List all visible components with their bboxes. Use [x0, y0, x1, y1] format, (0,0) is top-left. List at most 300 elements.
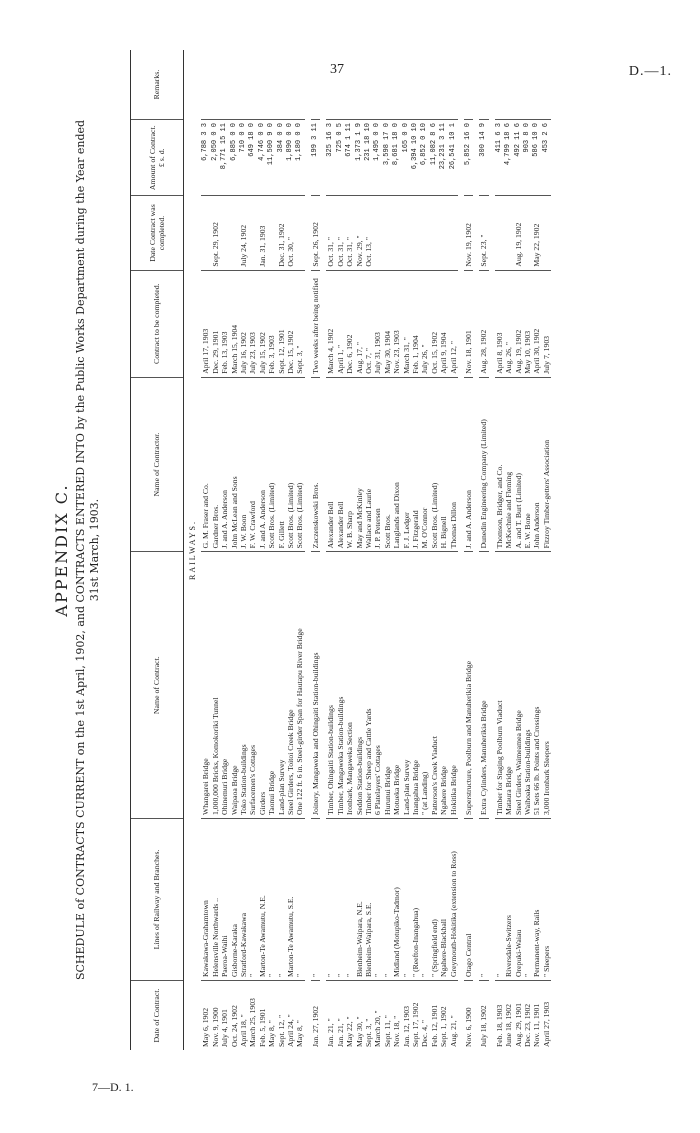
- row-date: July 4, 1901: [220, 1009, 230, 1047]
- table-row: [277, 50, 286, 1050]
- row-contract: Steel Girders, Waimeamea Bridge: [514, 552, 523, 819]
- row-line: ": [326, 818, 335, 980]
- row-contractor: A. and T. Burt (Limited): [514, 377, 523, 552]
- row-completed: [402, 196, 411, 270]
- table-row: [420, 50, 429, 1050]
- row-remarks: [267, 50, 276, 120]
- row-line: ": [336, 818, 345, 980]
- row-line: ": [420, 818, 429, 980]
- row-contractor: John McLean and Sons: [230, 377, 239, 552]
- row-due: May 10, 1903: [523, 270, 532, 377]
- row-line: Marton-Te Awamutu, S.E.: [286, 818, 295, 980]
- row-due: July 15, 1902: [258, 270, 267, 377]
- row-remarks: [373, 50, 382, 120]
- row-contractor: J. and A. Anderson: [258, 377, 267, 552]
- row-remarks: [504, 50, 513, 120]
- row-remarks: [211, 50, 220, 120]
- row-line: Paeroa-Waihi: [220, 818, 229, 980]
- title-block: [52, 50, 122, 1050]
- row-line: Stratford-Kawakawa: [239, 818, 248, 980]
- row-line: ": [311, 818, 320, 980]
- row-remarks: [420, 50, 429, 120]
- row-contractor: Gardner Bros.: [211, 377, 220, 552]
- row-amount: 11,082 8 6: [430, 120, 439, 196]
- row-contract: Timber, Mangaweka Station-buildings: [336, 552, 345, 819]
- row-amount: 1,495 0 0: [373, 120, 382, 196]
- row-date: Feb. 12, 1901: [429, 1004, 439, 1047]
- row-due: Feb. 1, 1904: [411, 270, 420, 377]
- row-date: Dec. 23, 1902: [523, 1003, 532, 1047]
- row-remarks: [495, 50, 504, 120]
- row-remarks: [248, 50, 257, 120]
- row-completed: [248, 196, 257, 270]
- row-contract: Hokitika Bridge: [449, 552, 458, 819]
- row-remarks: [295, 50, 304, 120]
- row-remarks: [336, 50, 345, 120]
- row-contract: 51 Sets 66 lb. Points and Crossings: [532, 552, 541, 819]
- row-remarks: [402, 50, 411, 120]
- row-amount: 23,231 3 11: [439, 120, 448, 196]
- row-contract: " (at Landing): [420, 552, 429, 819]
- row-remarks: [383, 50, 392, 120]
- row-contractor: Alexander Bell: [326, 377, 335, 552]
- row-contract: Girders: [258, 552, 267, 819]
- table-row: [345, 50, 354, 1050]
- row-line: ": [277, 818, 286, 980]
- row-date: May 8, ": [267, 1020, 277, 1047]
- row-date: Sept. 1, 1902: [439, 1006, 449, 1047]
- row-contract: Superstructure, Poolburn and Manuherikia Bridge: [464, 552, 473, 819]
- amount-units: £ s. d.: [157, 148, 166, 168]
- row-due: May 30, 1904: [383, 270, 392, 377]
- table-row: [230, 50, 239, 1050]
- row-line: Otago Central: [464, 818, 473, 980]
- row-date: May 6, 1902: [201, 1007, 211, 1047]
- header-amount: Amount of Contract. £ s. d.: [131, 120, 184, 196]
- header-contract: Name of Contract.: [131, 552, 184, 819]
- row-amount: 199 3 11: [311, 120, 320, 196]
- table-row: [439, 50, 448, 1050]
- row-remarks: [277, 50, 286, 120]
- row-remarks: [364, 50, 373, 120]
- row-contractor: G. M. Fraser and Co.: [201, 377, 210, 552]
- table-row: [523, 50, 532, 1050]
- row-completed: Oct. 31, ": [336, 196, 345, 270]
- row-remarks: [201, 50, 210, 120]
- table-row: [295, 50, 304, 1050]
- row-due: Two weeks after being notified: [311, 270, 320, 377]
- row-amount: 6,885 0 0: [230, 120, 239, 196]
- row-due: Aug. 17, ": [355, 270, 364, 377]
- table-row: [286, 50, 295, 1050]
- row-line: Gisborne-Karaka: [230, 818, 239, 980]
- contracts-table: [130, 50, 551, 1050]
- row-completed: [411, 196, 420, 270]
- row-date: May 8, ": [295, 1020, 305, 1047]
- row-date: Dec. 4, ": [420, 1019, 430, 1047]
- row-due: Nov. 18, 1901: [464, 270, 473, 377]
- row-contractor: J. Fitzgerald: [411, 377, 420, 552]
- row-contractor: F. J. Ledger: [402, 377, 411, 552]
- row-amount: 710 0 0: [239, 120, 248, 196]
- row-remarks: [239, 50, 248, 120]
- row-due: March 31, ": [402, 270, 411, 377]
- row-contract: Taonui Bridge: [267, 552, 276, 819]
- row-contract: Inangahua Bridge: [411, 552, 420, 819]
- row-date: April 24, ": [286, 1014, 296, 1047]
- table-row: [373, 50, 382, 1050]
- row-amount: 674 1 11: [345, 120, 354, 196]
- table-row: [495, 50, 504, 1050]
- row-date: April 18, ": [239, 1014, 249, 1047]
- row-completed: Oct. 31, ": [326, 196, 335, 270]
- row-contract: Timber for Sheep and Cattle Yards: [364, 552, 373, 819]
- row-date: Sept. 12, ": [276, 1014, 286, 1047]
- table-row: [532, 50, 541, 1050]
- row-due: July 31, 1903: [373, 270, 382, 377]
- row-date: Jan. 27, 1902: [310, 1006, 320, 1047]
- row-contractor: Alexander Bell: [336, 377, 345, 552]
- table-row: [364, 50, 373, 1050]
- table-row: [355, 50, 364, 1050]
- schedule-title-line-2: 31st March, 1903.: [88, 498, 101, 602]
- row-completed: [373, 196, 382, 270]
- row-line: ": [402, 818, 411, 980]
- row-completed: [449, 196, 458, 270]
- row-date: March 20, ": [373, 1010, 383, 1047]
- row-remarks: [230, 50, 239, 120]
- row-contract: Motueka Bridge: [392, 552, 401, 819]
- row-completed: [504, 196, 513, 270]
- row-contractor: Scott Bros. (Limited): [267, 377, 276, 552]
- row-due: Dec. 29, 1901: [211, 270, 220, 377]
- table-row: [514, 50, 523, 1050]
- row-completed: [230, 196, 239, 270]
- row-contractor: Thomas Dillon: [449, 377, 458, 552]
- row-due: Feb. 3, 1903: [267, 270, 276, 377]
- header-completed: Date Contract was completed.: [131, 196, 184, 270]
- row-contractor: Thomson, Bridger, and Co.: [495, 377, 504, 552]
- row-remarks: [464, 50, 473, 120]
- row-amount: 2,050 0 0: [211, 120, 220, 196]
- row-amount: 11,500 9 0: [267, 120, 276, 196]
- row-date: Jan. 12, 1903: [401, 1006, 411, 1047]
- schedule-title: SCHEDULE of CONTRACTS CURRENT on the 1st April, 1902, and CONTRACTS ENTERED INTO by the Public Works Department during the Year ended: [74, 119, 87, 981]
- row-line: Blenheim-Waipara, S.E.: [364, 818, 373, 980]
- row-contract: Patterson's Creek Viaduct: [430, 552, 439, 819]
- row-date: Sept. 11, ": [382, 1015, 392, 1047]
- row-completed: Nov. 19, 1902: [464, 196, 473, 270]
- table-row: [464, 50, 473, 1050]
- row-amount: 6,394 10 10: [411, 120, 420, 196]
- row-remarks: [326, 50, 335, 120]
- row-remarks: [311, 50, 320, 120]
- row-due: Dec. 15, 1902: [286, 270, 295, 377]
- row-date: April 27, 1903: [541, 1001, 551, 1047]
- row-completed: Sept. 26, 1902: [311, 196, 320, 270]
- row-contract: Waihoaka Station-buildings: [523, 552, 532, 819]
- row-due: Sept. 12, 1901: [277, 270, 286, 377]
- row-amount: 384 0 0: [277, 120, 286, 196]
- footer-reference: 7—D. 1.: [92, 1080, 134, 1094]
- row-line: Blenheim-Waipara, N.E.: [355, 818, 364, 980]
- row-completed: [439, 196, 448, 270]
- row-remarks: [542, 50, 551, 120]
- row-completed: [295, 196, 304, 270]
- row-amount: 649 18 0: [248, 120, 257, 196]
- row-contract: Toko Station-buildings: [239, 552, 248, 819]
- section-label: RAILWAYS.: [188, 520, 197, 581]
- row-due: April 12, ": [449, 270, 458, 377]
- row-remarks: [220, 50, 229, 120]
- row-due: Aug. 19, 1902: [514, 270, 523, 377]
- row-remarks: [392, 50, 401, 120]
- table-row: [258, 50, 267, 1050]
- row-amount: 6,788 3 3: [201, 120, 210, 196]
- row-line: ": [248, 818, 257, 980]
- row-line: Ngahere-Blackball: [439, 818, 448, 980]
- row-line: Marton-Te Awamutu, N.E.: [258, 818, 267, 980]
- row-amount: 4,746 0 0: [258, 120, 267, 196]
- row-date: July 18, 1902: [479, 1005, 489, 1047]
- rotated-schedule-sheet: [52, 50, 652, 1050]
- row-amount: 411 6 3: [495, 120, 504, 196]
- row-amount: 6,852 0 10: [420, 120, 429, 196]
- table-row: [449, 50, 458, 1050]
- row-remarks: [532, 50, 541, 120]
- row-date: Aug. 29, 1901: [513, 1003, 523, 1047]
- row-contract: 6 Platelayers' Cottages: [373, 552, 382, 819]
- row-contractor: Dunedin Engineering Company (Limited): [479, 377, 488, 552]
- row-date: Nov. 11, 1901: [532, 1003, 542, 1047]
- page-number: 37: [330, 62, 344, 77]
- row-completed: Dec. 31, 1902: [277, 196, 286, 270]
- row-contract: 1,000,000 Bricks, Komokoriki Tunnel: [211, 552, 220, 819]
- table-row: [211, 50, 220, 1050]
- row-remarks: [449, 50, 458, 120]
- row-remarks: [258, 50, 267, 120]
- row-contract: Extra Cylinders, Manuherikia Bridge: [479, 552, 488, 819]
- table-header-row: [131, 50, 184, 1050]
- row-amount: 231 18 10: [364, 120, 373, 196]
- row-remarks: [523, 50, 532, 120]
- row-due: Aug. 26, ": [504, 270, 513, 377]
- row-line: ": [495, 818, 504, 980]
- row-due: Dec. 6, 1902: [345, 270, 354, 377]
- row-completed: [420, 196, 429, 270]
- row-completed: [220, 196, 229, 270]
- row-completed: [542, 196, 551, 270]
- row-completed: Sept. 29, 1902: [211, 196, 220, 270]
- row-date: Feb. 5, 1901: [257, 1008, 267, 1047]
- table-row: [248, 50, 257, 1050]
- row-contractor: F. W. Crawford: [248, 377, 257, 552]
- row-amount: 165 0 0: [402, 120, 411, 196]
- row-date: Jan. 21, ": [326, 1018, 336, 1047]
- row-contract: Steel Girders, Toitoi Creek Bridge: [286, 552, 295, 819]
- row-date: Nov. 6, 1900: [463, 1007, 473, 1047]
- row-remarks: [355, 50, 364, 120]
- row-line: ": [383, 818, 392, 980]
- row-contract: One 122 ft. 6 in. Steel-girder Span for Hautapu River Bridge: [295, 552, 304, 819]
- row-remarks: [411, 50, 420, 120]
- row-remarks: [345, 50, 354, 120]
- row-line: ": [523, 818, 532, 980]
- row-due: Oct. 15, 1902: [430, 270, 439, 377]
- row-amount: 1,890 0 0: [286, 120, 295, 196]
- row-amount: 453 2 6: [542, 120, 551, 196]
- row-contractor: J. W. Boon: [239, 377, 248, 552]
- row-completed: [267, 196, 276, 270]
- row-contractor: H. Bignell: [439, 377, 448, 552]
- row-completed: [495, 196, 504, 270]
- row-date: Nov. 9, 1900: [210, 1007, 220, 1047]
- row-date: Sept. 3, ": [363, 1018, 373, 1047]
- row-completed: Sept. 23, ": [479, 196, 488, 270]
- row-completed: July 24, 1902: [239, 196, 248, 270]
- table-row: [326, 50, 335, 1050]
- row-amount: 725 0 5: [336, 120, 345, 196]
- row-completed: Nov. 29, ": [355, 196, 364, 270]
- header-due: Contract to be completed.: [131, 270, 184, 377]
- row-due: April 30, 1902: [532, 270, 541, 377]
- row-line: ": [479, 818, 488, 980]
- row-contract: Land-plan Survey: [277, 552, 286, 819]
- row-due: March 15, 1904: [230, 270, 239, 377]
- row-completed: [430, 196, 439, 270]
- row-amount: 8,771 15 11: [220, 120, 229, 196]
- row-contract: Timber, Ohingaiti Station-buildings: [326, 552, 335, 819]
- row-completed: [201, 196, 210, 270]
- section-row: [184, 50, 202, 1050]
- row-remarks: [430, 50, 439, 120]
- row-contract: Ohinemuri Bridge: [220, 552, 229, 819]
- row-amount: 586 10 0: [532, 120, 541, 196]
- row-contract: Seddon Station-buildings: [355, 552, 364, 819]
- row-amount: 3,598 17 0: [383, 120, 392, 196]
- row-contractor: Langlands and Dixon: [392, 377, 401, 552]
- table-row: [201, 50, 210, 1050]
- table-row: [392, 50, 401, 1050]
- row-line: ": [373, 818, 382, 980]
- table-row: [479, 50, 488, 1050]
- row-amount: 300 14 9: [479, 120, 488, 196]
- row-contract: Ngahere Bridge: [439, 552, 448, 819]
- row-completed: May 22, 1902: [532, 196, 541, 270]
- row-contractor: Scott Bros. (Limited): [295, 377, 304, 552]
- row-contractor: John Anderson: [532, 377, 541, 552]
- row-due: Nov. 23, 1903: [392, 270, 401, 377]
- header-lines: Lines of Railway and Branches.: [131, 818, 184, 980]
- table-row: [402, 50, 411, 1050]
- row-contract: Hurunui Bridge: [383, 552, 392, 819]
- row-contract: Joinery, Mangaweka and Ohingaiti Station-buildings: [311, 552, 320, 819]
- row-line: Permanent-way, Rails: [532, 818, 541, 980]
- row-remarks: [286, 50, 295, 120]
- row-contractor: Wallace and Laurie: [364, 377, 373, 552]
- row-due: April 9, 1904: [439, 270, 448, 377]
- row-completed: Oct. 30, ": [286, 196, 295, 270]
- table-row: [336, 50, 345, 1050]
- row-line: ": [345, 818, 354, 980]
- row-contract: Whangarei Bridge: [201, 552, 210, 819]
- row-amount: 492 11 6: [514, 120, 523, 196]
- row-contractor: May and McKinley: [355, 377, 364, 552]
- row-line: Midland (Motupiko-Tadmor): [392, 818, 401, 980]
- header-date: Date of Contract.: [131, 980, 184, 1050]
- row-line: Orepuki-Waiau: [514, 818, 523, 980]
- row-contract: Mataura Bridge: [504, 552, 513, 819]
- row-due: July 7, 1903: [542, 270, 551, 377]
- row-line: Helensville Northwards ..: [211, 818, 220, 980]
- row-completed: Oct. 13, ": [364, 196, 373, 270]
- row-due: April 1, ": [336, 270, 345, 377]
- row-line: " (Reefton-Inangahua): [411, 818, 420, 980]
- row-contract: Waipaoa Bridge: [230, 552, 239, 819]
- row-contractor: F. Gillett: [277, 377, 286, 552]
- table-row: [267, 50, 276, 1050]
- row-date: Feb. 18, 1903: [494, 1004, 504, 1047]
- header-remarks: Remarks.: [131, 50, 184, 120]
- row-amount: 1,180 0 0: [295, 120, 304, 196]
- row-contractor: J. and A. Anderson: [220, 377, 229, 552]
- row-contractor: E. W. Bone: [523, 377, 532, 552]
- table-row: [542, 50, 551, 1050]
- row-line: Kawakawa-Grahamtown: [201, 818, 210, 980]
- row-amount: 26,541 10 1: [449, 120, 458, 196]
- table-body: [184, 50, 552, 1050]
- row-date: Sept. 17, 1902: [410, 1002, 420, 1047]
- row-completed: [392, 196, 401, 270]
- row-line: " (Springfield end): [430, 818, 439, 980]
- row-date: March 25, 1903: [248, 998, 258, 1047]
- row-contractor: Zaczenskowski Bros.: [311, 377, 320, 552]
- row-contract: Timber for Staging Poolburn Viaduct: [495, 552, 504, 819]
- row-due: Sept. 3, ": [295, 270, 304, 377]
- table-row: [411, 50, 420, 1050]
- header-contractor: Name of Contractor.: [131, 377, 184, 552]
- table-row: [383, 50, 392, 1050]
- table-row: [311, 50, 320, 1050]
- row-completed: [523, 196, 532, 270]
- row-contractor: J. P. Petersen: [373, 377, 382, 552]
- row-date: Aug. 21, ": [448, 1015, 458, 1047]
- appendix-title: APPENDIX C.: [52, 483, 71, 617]
- row-line: ": [267, 818, 276, 980]
- row-remarks: [479, 50, 488, 120]
- row-line: Riversdale-Switzers: [504, 818, 513, 980]
- row-amount: 8,681 18 0: [392, 120, 401, 196]
- row-date: June 18, 1902: [504, 1004, 514, 1047]
- row-contractor: W. B. Sharp: [345, 377, 354, 552]
- row-contract: Ironbark, Mangaweka Section: [345, 552, 354, 819]
- row-completed: Aug. 19, 1902: [514, 196, 523, 270]
- row-due: April 8, 1903: [495, 270, 504, 377]
- row-date: May 30, ": [354, 1016, 364, 1047]
- row-amount: 325 16 3: [326, 120, 335, 196]
- row-due: April 17, 1903: [201, 270, 210, 377]
- row-contractor: Scott Bros. (Limited): [286, 377, 295, 552]
- row-amount: 903 8 0: [523, 120, 532, 196]
- row-completed: Oct. 31, ": [345, 196, 354, 270]
- row-completed: Jan. 31, 1903: [258, 196, 267, 270]
- row-date: Jan. 21, ": [335, 1018, 345, 1047]
- row-due: July 23, 1903: [248, 270, 257, 377]
- row-contractor: M. O'Connor: [420, 377, 429, 552]
- row-date: May 22, ": [345, 1016, 355, 1047]
- row-remarks: [514, 50, 523, 120]
- row-contractor: J. and A. Anderson: [464, 377, 473, 552]
